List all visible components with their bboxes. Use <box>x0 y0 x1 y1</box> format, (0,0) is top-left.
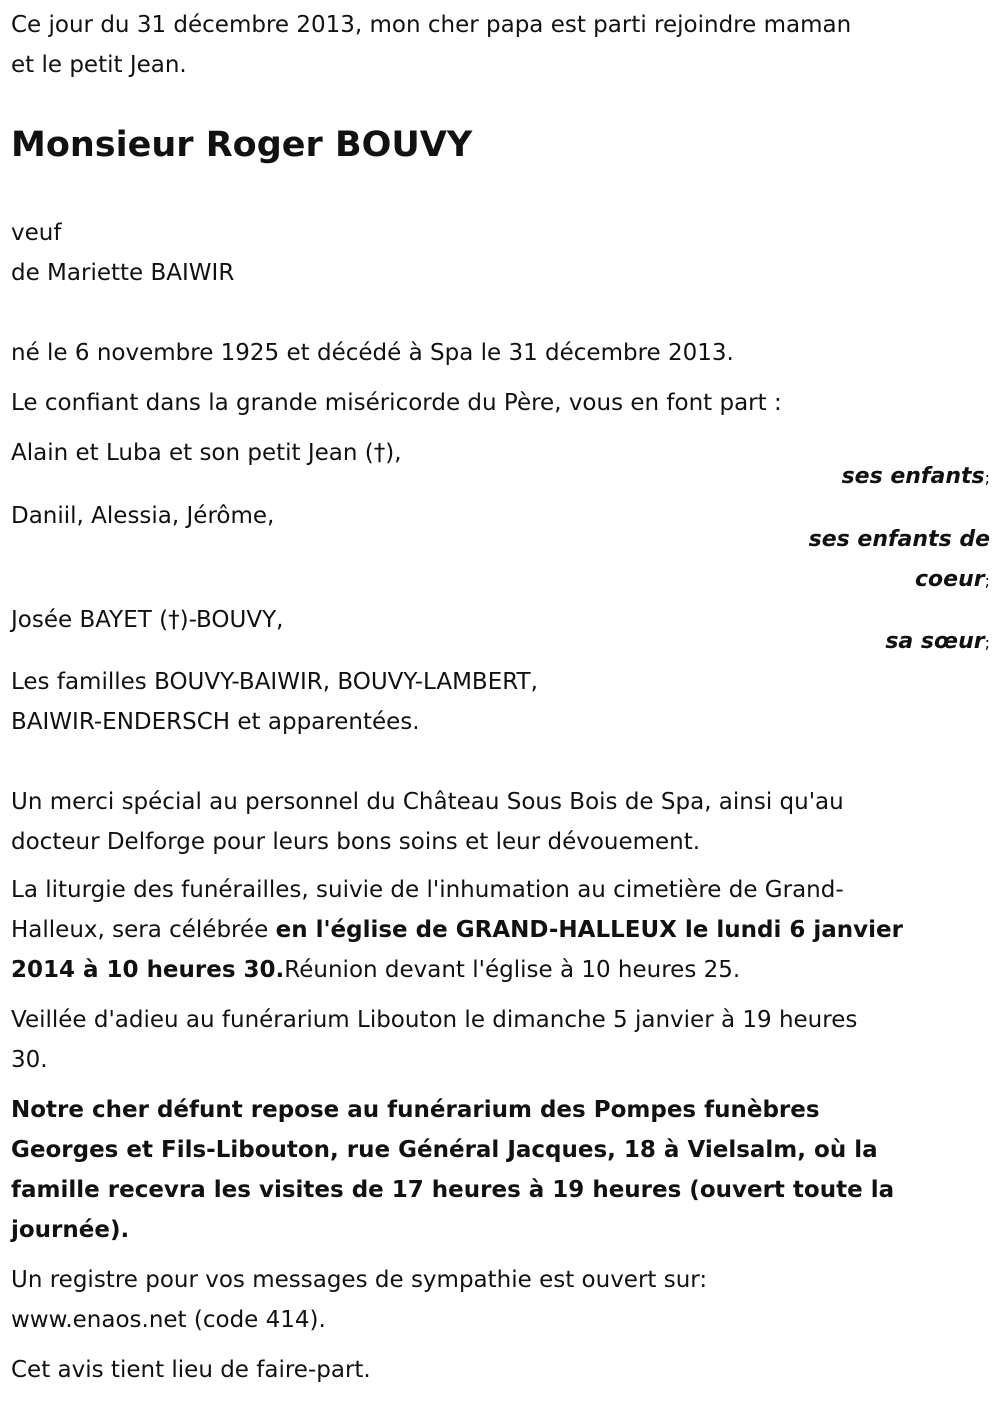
liturgy-line <box>11 950 986 990</box>
family-relation <box>885 622 990 663</box>
family-names: Daniil, Alessia, Jérôme, <box>11 503 275 529</box>
deceased-name: Monsieur Roger BOUVY <box>11 125 473 165</box>
intro-text <box>11 5 986 85</box>
rest-line: Georges et Fils-Libouton, rue Général Jacques, 18 à Vielsalm, où la <box>11 1137 878 1163</box>
liturgy-text: Halleux, sera célébrée <box>11 917 276 943</box>
meeting-text: Réunion devant l'église à 10 heures 25. <box>284 957 741 983</box>
rest-line: journée). <box>11 1217 130 1243</box>
thanks-line: docteur Delforge pour leurs bons soins et leur dévouement. <box>11 829 701 855</box>
family-names: Alain et Luba et son petit Jean (†), <box>11 440 402 466</box>
registry-line: Un registre pour vos messages de sympathie est ouvert sur: <box>11 1267 708 1293</box>
birth-death: né le 6 novembre 1925 et décédé à Spa le 31 décembre 2013. <box>11 340 734 366</box>
vigil-line: Veillée d'adieu au funérarium Libouton le dimanche 5 janvier à 19 heures <box>11 1007 858 1033</box>
widower-text <box>11 213 986 293</box>
registry-link[interactable]: www.enaos.net (code 414). <box>11 1307 326 1333</box>
relation-text: ses enfants <box>841 464 985 489</box>
families-line: BAIWIR-ENDERSCH et apparentées. <box>11 709 420 735</box>
rest-line: Notre cher défunt repose au funérarium des Pompes funèbres <box>11 1097 820 1123</box>
relation-punct: ; <box>984 633 990 652</box>
thanks-line: Un merci spécial au personnel du Château Sous Bois de Spa, ainsi qu'au <box>11 789 844 815</box>
liturgy-line <box>11 910 986 950</box>
spouse-name: de Mariette BAIWIR <box>11 260 235 286</box>
relation-text: coeur <box>915 567 985 592</box>
liturgy-location: en l'église de GRAND-HALLEUX le lundi 6 janvier <box>275 917 904 943</box>
family-names: Josée BAYET (†)-BOUVY, <box>11 607 284 633</box>
thanks <box>11 782 986 862</box>
intro-line: et le petit Jean. <box>11 52 187 78</box>
family-relation <box>915 560 990 601</box>
families-line: Les familles BOUVY-BAIWIR, BOUVY-LAMBERT, <box>11 669 538 695</box>
rest-line: famille recevra les visites de 17 heures à 19 heures (ouvert toute la <box>11 1177 895 1203</box>
vigil-line: 30. <box>11 1047 48 1073</box>
vigil <box>11 1000 986 1080</box>
liturgy-time: 2014 à 10 heures 30. <box>11 957 285 983</box>
family-relation: ses enfants de <box>808 527 990 552</box>
family-relation <box>842 457 990 498</box>
liturgy-line: La liturgie des funérailles, suivie de l'inhumation au cimetière de Grand- <box>11 877 844 903</box>
relation-punct: ; <box>984 468 990 487</box>
relation-punct: ; <box>984 571 990 590</box>
liturgy <box>11 870 986 990</box>
closing: Cet avis tient lieu de faire-part. <box>11 1357 371 1383</box>
registry <box>11 1260 986 1340</box>
rest-info <box>11 1090 986 1250</box>
announcement: Le confiant dans la grande miséricorde du Père, vous en font part : <box>11 390 782 416</box>
widower-line: veuf <box>11 220 62 246</box>
relation-text: sa sœur <box>885 629 985 654</box>
intro-line: Ce jour du 31 décembre 2013, mon cher papa est parti rejoindre maman <box>11 12 852 38</box>
families <box>11 662 986 742</box>
